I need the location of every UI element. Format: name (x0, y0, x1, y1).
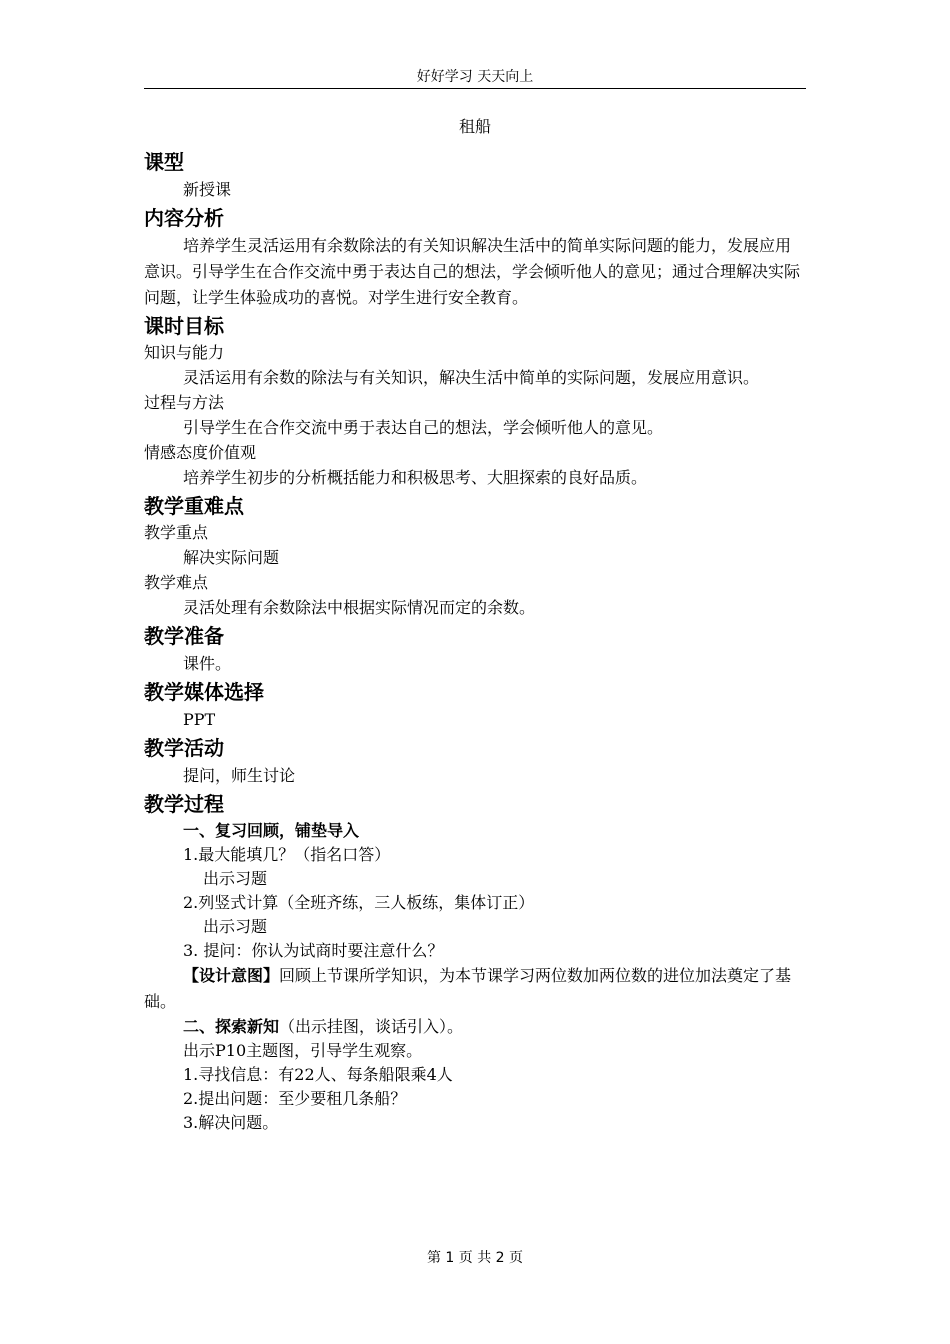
step-1: 1.寻找信息：有22人、每条船限乘4人 (183, 1065, 453, 1084)
media-text: PPT (183, 710, 216, 729)
heading-activity: 教学活动 (144, 736, 224, 760)
heading-media: 教学媒体选择 (144, 680, 264, 704)
content-analysis-text: 培养学生灵活运用有余数除法的有关知识解决生活中的简单实际问题的能力，发展应用意识。引导学生在合作交流中勇于表达自己的想法，学会倾听他人的意见；通过合理解决实际问题，让学生体验成功的喜悦。对学生进行安全教育。 (144, 236, 801, 307)
part2-line (144, 1015, 806, 1039)
heading-process: 教学过程 (144, 792, 224, 816)
document-title: 租船 (458, 117, 491, 136)
review-item-2-sub: 出示习题 (203, 917, 268, 936)
page-footer: 第 1 页 共 2 页 (426, 1250, 524, 1266)
part1-heading: 一、复习回顾，铺垫导入 (183, 821, 360, 840)
review-item-1-sub: 出示习题 (203, 869, 268, 888)
subheading-process-method: 过程与方法 (144, 393, 225, 412)
difficult-text: 灵活处理有余数除法中根据实际情况而定的余数。 (183, 598, 536, 617)
attitude-text: 培养学生初步的分析概括能力和积极思考、大胆探索的良好品质。 (183, 468, 648, 487)
heading-preparation: 教学准备 (144, 624, 224, 648)
document-body (144, 115, 806, 1135)
subheading-difficult: 教学难点 (144, 573, 209, 592)
subheading-key: 教学重点 (144, 523, 209, 542)
design-intent-label: 【设计意图】 (183, 966, 280, 985)
process-method-text: 引导学生在合作交流中勇于表达自己的想法，学会倾听他人的意见。 (183, 418, 664, 437)
subheading-attitude: 情感态度价值观 (144, 443, 257, 462)
part2-heading: 二、探索新知 (183, 1017, 280, 1036)
heading-lesson-type: 课型 (144, 150, 184, 174)
show-theme-image: 出示P10主题图，引导学生观察。 (183, 1041, 423, 1060)
review-item-2: 2.列竖式计算（全班齐练，三人板练，集体订正） (183, 893, 535, 912)
page-header: 好好学习 天天向上 (416, 69, 534, 85)
step-3: 3.解决问题。 (183, 1113, 279, 1132)
header-divider (144, 88, 806, 89)
preparation-text: 课件。 (183, 654, 232, 673)
key-text: 解决实际问题 (183, 548, 280, 567)
heading-objectives: 课时目标 (144, 314, 224, 338)
lesson-type-text: 新授课 (183, 180, 232, 199)
subheading-knowledge: 知识与能力 (144, 343, 225, 362)
heading-key-points: 教学重难点 (144, 494, 244, 518)
heading-content-analysis: 内容分析 (144, 206, 224, 230)
design-intent-paragraph (144, 963, 806, 1015)
review-item-3: 3. 提问：你认为试商时要注意什么？ (183, 941, 444, 960)
step-2: 2.提出问题：至少要租几条船？ (183, 1089, 407, 1108)
knowledge-text: 灵活运用有余数的除法与有关知识，解决生活中简单的实际问题，发展应用意识。 (183, 368, 760, 387)
activity-text: 提问，师生讨论 (183, 766, 296, 785)
review-item-1: 1.最大能填几？（指名口答） (183, 845, 391, 864)
design-intent-text: 回顾上节课所学知识，为本节课学习两位数加两位数的进位加法奠定了基础。 (144, 966, 792, 1011)
part2-suffix: （出示挂图，谈话引入）。 (279, 1017, 464, 1036)
